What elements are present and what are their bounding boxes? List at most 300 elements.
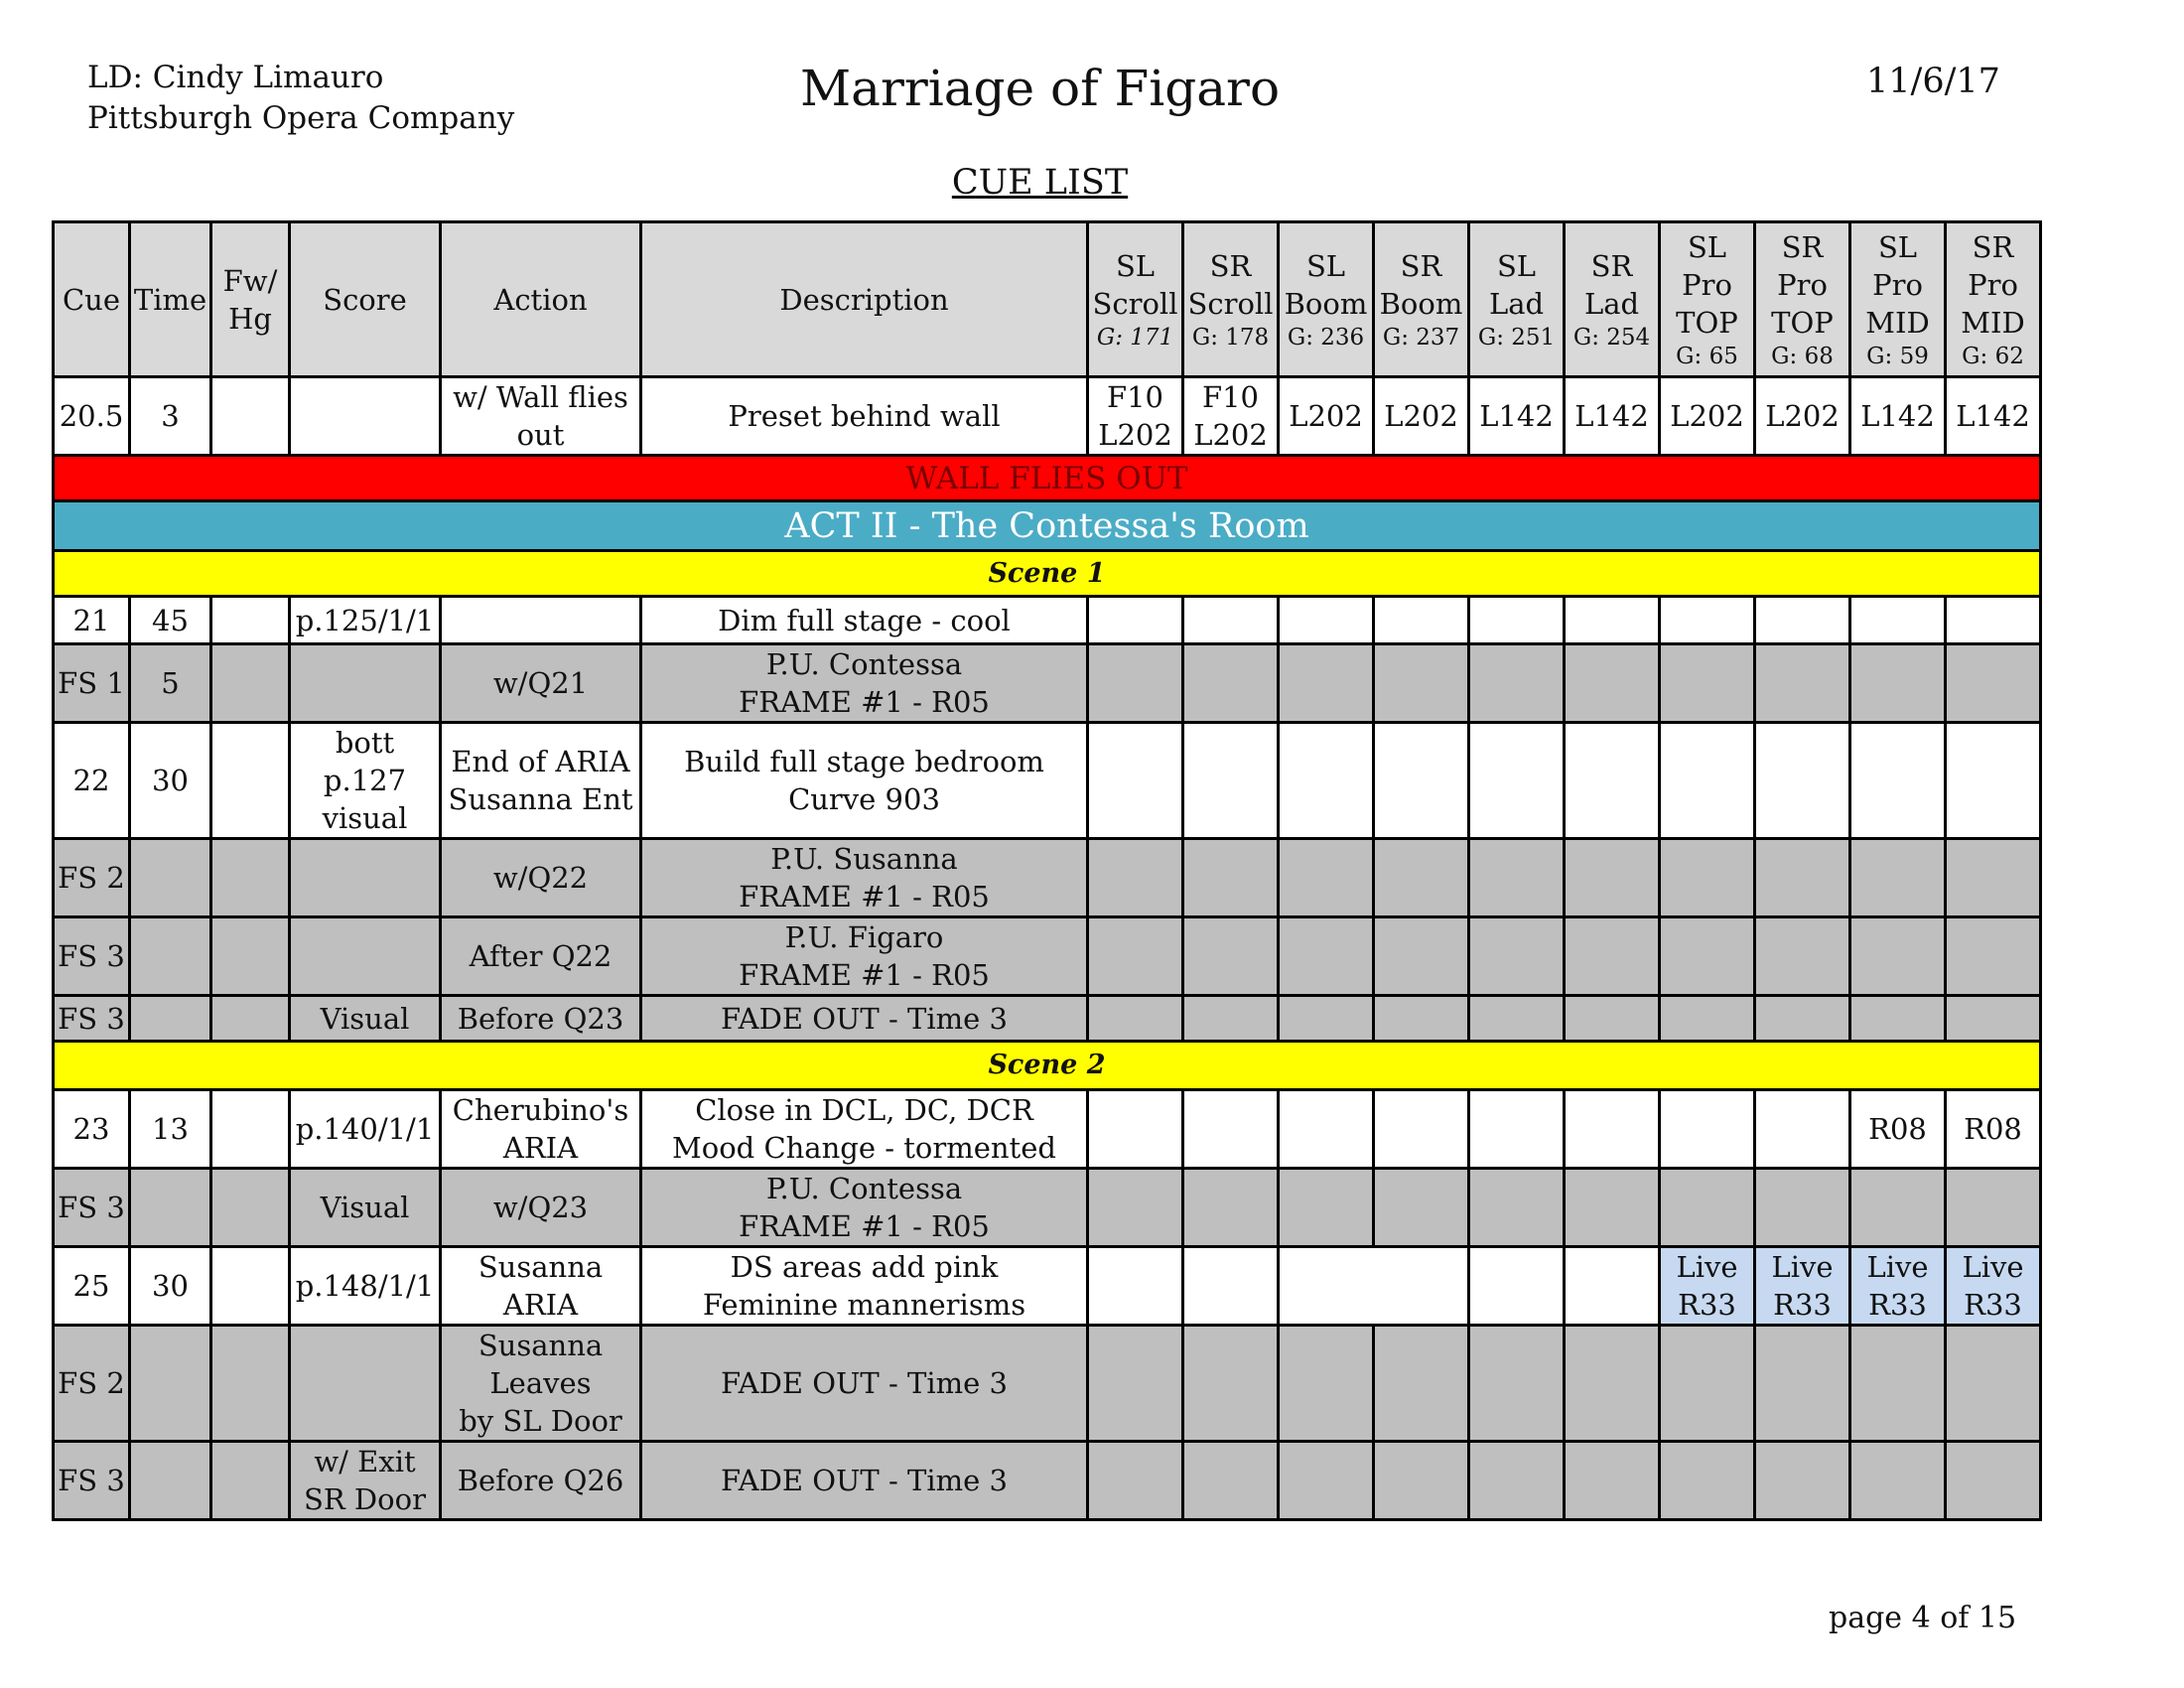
position-value (1565, 1442, 1660, 1520)
position-value (1946, 644, 2041, 723)
position-value (1565, 996, 1660, 1042)
position-value (1850, 597, 1946, 644)
position-value (1088, 1169, 1183, 1247)
cue-description (641, 839, 1088, 917)
position-value (1946, 597, 2041, 644)
position-value (1183, 839, 1279, 917)
table-row (54, 1247, 2041, 1326)
position-value (1183, 723, 1279, 839)
cue-score: p.140/1/1 (290, 1090, 441, 1169)
col-pos-10 (1946, 222, 2041, 377)
cue-description: Dim full stage - cool (641, 597, 1088, 644)
table-row (54, 1090, 2041, 1169)
position-value (1469, 597, 1565, 644)
position-value (1850, 1326, 1946, 1442)
position-value (1374, 996, 1469, 1042)
position-value (1850, 839, 1946, 917)
position-value-line: F10 (1106, 380, 1164, 414)
pos-channel: G: 178 (1191, 324, 1270, 351)
scene-2-banner: Scene 2 (54, 1042, 2041, 1090)
position-value: L142 (1850, 377, 1946, 456)
company-name: Pittsburgh Opera Company (87, 100, 515, 136)
position-value: R08 (1946, 1090, 2041, 1169)
cue-number: FS 1 (54, 644, 130, 723)
table-row (54, 644, 2041, 723)
position-value (1850, 996, 1946, 1042)
cue-table (52, 220, 2042, 1521)
col-pos-2 (1183, 222, 1279, 377)
live-line: Live (1962, 1250, 2024, 1284)
pos-label: TOP (1771, 305, 1834, 340)
pos-channel: G: 254 (1572, 324, 1651, 351)
position-value (1088, 723, 1183, 839)
position-value (1279, 723, 1374, 839)
live-line: R33 (1678, 1288, 1736, 1322)
cue-time: 45 (130, 597, 211, 644)
position-value (1565, 1169, 1660, 1247)
document-date: 11/6/17 (1866, 62, 2000, 101)
position-value (1660, 644, 1755, 723)
cue-action: Before Q23 (441, 996, 641, 1042)
cue-score-line: bott p.127 (323, 726, 407, 797)
position-value (1374, 644, 1469, 723)
live-line: Live (1771, 1250, 1834, 1284)
cue-score (290, 644, 441, 723)
pos-label: Scroll (1092, 286, 1178, 321)
position-value (1183, 644, 1279, 723)
col-fwhg-l2: Hg (228, 301, 272, 336)
col-description: Description (641, 222, 1088, 377)
table-row (54, 839, 2041, 917)
cue-action: w/Q21 (441, 644, 641, 723)
cue-action: After Q22 (441, 917, 641, 996)
cue-fwhg (211, 597, 290, 644)
col-pos-3 (1279, 222, 1374, 377)
cue-time: 5 (130, 644, 211, 723)
position-value (1946, 1169, 2041, 1247)
position-value (1088, 1090, 1183, 1169)
live-line: Live (1676, 1250, 1738, 1284)
cue-fwhg (211, 1326, 290, 1442)
scene-1-banner: Scene 1 (54, 551, 2041, 597)
cue-fwhg (211, 723, 290, 839)
position-value (1660, 1326, 1755, 1442)
cue-action-line: End of ARIA (451, 745, 630, 778)
position-value (1183, 1247, 1279, 1326)
position-value (1279, 1090, 1374, 1169)
position-value (1088, 1247, 1183, 1326)
position-value (1469, 1247, 1565, 1326)
cue-list-heading: CUE LIST (951, 163, 1129, 203)
cue-action-line: Susanna Ent (448, 782, 633, 816)
position-value-line: F10 (1201, 380, 1260, 414)
position-value (1374, 723, 1469, 839)
position-value (1469, 1169, 1565, 1247)
cue-action-line: by SL Door (459, 1404, 622, 1438)
col-pos-8 (1755, 222, 1850, 377)
position-value (1469, 1090, 1565, 1169)
pos-label: Boom (1284, 286, 1368, 321)
col-pos-1 (1088, 222, 1183, 377)
pos-channel: G: 59 (1866, 343, 1929, 369)
pos-label: SR (1781, 229, 1824, 264)
position-value: L142 (1469, 377, 1565, 456)
cue-description-line: FRAME #1 - R05 (739, 880, 990, 914)
scene-banner-row (54, 1042, 2041, 1090)
cue-time (130, 1169, 211, 1247)
cue-number: 20.5 (54, 377, 130, 456)
cue-description-line: DS areas add pink (730, 1250, 999, 1284)
position-value (1374, 839, 1469, 917)
cue-score (290, 917, 441, 996)
position-value (1088, 839, 1183, 917)
pos-label: MID (1961, 305, 2025, 340)
position-value (1755, 1326, 1850, 1442)
cue-fwhg (211, 1090, 290, 1169)
page-number: page 4 of 15 (1829, 1601, 2017, 1635)
pos-label: SL (1115, 248, 1156, 283)
pos-label: TOP (1676, 305, 1738, 340)
cue-number: FS 3 (54, 917, 130, 996)
cue-score: Visual (290, 996, 441, 1042)
cue-time (130, 839, 211, 917)
cue-action-line: out (516, 418, 565, 452)
position-value (1279, 996, 1374, 1042)
cue-score: Visual (290, 1169, 441, 1247)
position-value (1755, 996, 1850, 1042)
col-fwhg-l1: Fw/ (222, 263, 278, 298)
position-value (1088, 597, 1183, 644)
position-value (1469, 839, 1565, 917)
cue-description-line: Build full stage bedroom (684, 745, 1044, 778)
position-value (1565, 1326, 1660, 1442)
position-value (1660, 1442, 1755, 1520)
position-value (1565, 1090, 1660, 1169)
position-value (1755, 1442, 1850, 1520)
position-value (1469, 723, 1565, 839)
cue-fwhg (211, 1247, 290, 1326)
cue-fwhg (211, 1169, 290, 1247)
wall-banner: WALL FLIES OUT (54, 456, 2041, 501)
position-value (1660, 597, 1755, 644)
cue-action: Before Q26 (441, 1442, 641, 1520)
position-value: R08 (1850, 1090, 1946, 1169)
pos-label: SL (1877, 229, 1918, 264)
position-value (1946, 917, 2041, 996)
scene-banner-row (54, 551, 2041, 597)
cue-description: FADE OUT - Time 3 (641, 1442, 1088, 1520)
position-value (1946, 839, 2041, 917)
cue-action: w/Q23 (441, 1169, 641, 1247)
pos-label: Scroll (1187, 286, 1274, 321)
pos-label: Pro (1682, 267, 1732, 302)
live-line: R33 (1868, 1288, 1927, 1322)
pos-label: MID (1865, 305, 1930, 340)
position-value (1850, 1169, 1946, 1247)
cue-score-line: SR Door (304, 1482, 426, 1516)
position-value (1755, 644, 1850, 723)
cue-description (641, 917, 1088, 996)
pos-label: Pro (1872, 267, 1923, 302)
cue-action: Susanna ARIA (441, 1247, 641, 1326)
cue-time (130, 917, 211, 996)
position-value (1374, 1169, 1469, 1247)
col-pos-9 (1850, 222, 1946, 377)
position-value: L202 (1660, 377, 1755, 456)
cue-number: FS 3 (54, 1169, 130, 1247)
cue-action-line: Susanna Leaves (478, 1329, 604, 1400)
pos-channel: G: 62 (1962, 343, 2024, 369)
position-value (1565, 839, 1660, 917)
col-time: Time (130, 222, 211, 377)
position-value (1183, 377, 1279, 456)
position-value (1088, 1326, 1183, 1442)
position-value (1183, 1169, 1279, 1247)
pos-channel: G: 237 (1382, 324, 1460, 351)
cue-action: w/Q22 (441, 839, 641, 917)
cue-number: 25 (54, 1247, 130, 1326)
cue-action (441, 1090, 641, 1169)
position-value (1279, 1326, 1374, 1442)
pos-label: SL (1305, 248, 1346, 283)
cue-description: Preset behind wall (641, 377, 1088, 456)
position-value (1374, 917, 1469, 996)
position-value (1946, 723, 2041, 839)
position-value (1374, 1326, 1469, 1442)
cue-score (290, 723, 441, 839)
pos-label: SR (1400, 248, 1442, 283)
position-value (1279, 917, 1374, 996)
position-value (1850, 723, 1946, 839)
cue-fwhg (211, 996, 290, 1042)
position-value (1755, 839, 1850, 917)
table-row (54, 1169, 2041, 1247)
cue-number: 23 (54, 1090, 130, 1169)
cue-description (641, 644, 1088, 723)
position-value (1755, 723, 1850, 839)
position-value: L142 (1565, 377, 1660, 456)
position-value (1565, 1247, 1660, 1326)
position-value (1565, 917, 1660, 996)
table-row (54, 996, 2041, 1042)
position-value-line: L202 (1193, 418, 1268, 452)
position-value (1660, 839, 1755, 917)
col-cue: Cue (54, 222, 130, 377)
position-value (1469, 644, 1565, 723)
cue-fwhg (211, 1442, 290, 1520)
live-line: R33 (1773, 1288, 1832, 1322)
cue-action-line: w/ Wall flies (453, 380, 628, 414)
position-value (1946, 996, 2041, 1042)
position-value: L202 (1374, 377, 1469, 456)
cue-number: FS 2 (54, 839, 130, 917)
cue-time: 3 (130, 377, 211, 456)
position-value (1755, 1247, 1850, 1326)
position-value-line: L202 (1098, 418, 1172, 452)
position-value (1755, 1090, 1850, 1169)
lighting-designer: LD: Cindy Limauro (87, 60, 384, 95)
position-value (1374, 1090, 1469, 1169)
cue-fwhg (211, 377, 290, 456)
cue-score (290, 1326, 441, 1442)
act-banner-row (54, 501, 2041, 551)
position-value (1279, 839, 1374, 917)
cue-time: 13 (130, 1090, 211, 1169)
cue-description: FADE OUT - Time 3 (641, 996, 1088, 1042)
table-header-row (54, 222, 2041, 377)
cue-number: 22 (54, 723, 130, 839)
position-value (1088, 917, 1183, 996)
cue-score (290, 377, 441, 456)
cue-description (641, 1090, 1088, 1169)
position-value (1660, 1169, 1755, 1247)
position-value (1183, 1442, 1279, 1520)
table-row (54, 1326, 2041, 1442)
pos-label: SL (1496, 248, 1537, 283)
position-value (1183, 1090, 1279, 1169)
position-value (1088, 377, 1183, 456)
cue-number: FS 2 (54, 1326, 130, 1442)
pos-label: SR (1972, 229, 2014, 264)
position-value (1374, 1442, 1469, 1520)
pos-channel: G: 236 (1287, 324, 1365, 351)
position-value (1660, 1090, 1755, 1169)
pos-label: SL (1687, 229, 1727, 264)
col-pos-5 (1469, 222, 1565, 377)
cue-score (290, 1442, 441, 1520)
position-value: L202 (1279, 377, 1374, 456)
cue-action-line: Cherubino's (452, 1093, 629, 1127)
table-row (54, 377, 2041, 456)
cue-score: p.125/1/1 (290, 597, 441, 644)
col-pos-4 (1374, 222, 1469, 377)
cue-description (641, 723, 1088, 839)
cue-description-line: FRAME #1 - R05 (739, 958, 990, 992)
position-value (1088, 1442, 1183, 1520)
position-value (1850, 917, 1946, 996)
cue-description (641, 1247, 1088, 1326)
col-pos-7 (1660, 222, 1755, 377)
cue-description-line: P.U. Figaro (784, 920, 944, 954)
position-value (1946, 1326, 2041, 1442)
cue-time (130, 1326, 211, 1442)
pos-label: Boom (1379, 286, 1463, 321)
position-value: L142 (1946, 377, 2041, 456)
table-row (54, 917, 2041, 996)
cue-action (441, 377, 641, 456)
cue-description-line: Mood Change - tormented (672, 1131, 1056, 1165)
pos-label: Lad (1488, 286, 1545, 321)
col-action: Action (441, 222, 641, 377)
cue-description: FADE OUT - Time 3 (641, 1326, 1088, 1442)
wall-banner-row (54, 456, 2041, 501)
col-score: Score (290, 222, 441, 377)
position-value (1565, 597, 1660, 644)
position-value (1469, 917, 1565, 996)
cue-score-line: w/ Exit (314, 1445, 416, 1478)
position-value (1850, 644, 1946, 723)
position-value (1469, 1326, 1565, 1442)
table-row (54, 723, 2041, 839)
cue-description-line: P.U. Susanna (770, 842, 958, 876)
position-value (1279, 1169, 1374, 1247)
position-value (1850, 1247, 1946, 1326)
cue-action (441, 597, 641, 644)
cue-action-line: ARIA (502, 1131, 579, 1165)
cue-number: FS 3 (54, 996, 130, 1042)
pos-label: Lad (1583, 286, 1640, 321)
position-value (1279, 597, 1374, 644)
pos-label: SR (1209, 248, 1252, 283)
cue-action (441, 723, 641, 839)
pos-channel: G: 171 (1096, 324, 1174, 351)
cue-description-line: P.U. Contessa (765, 1172, 963, 1205)
cue-score (290, 839, 441, 917)
cue-description-line: Curve 903 (788, 782, 940, 816)
cue-description-line: P.U. Contessa (765, 647, 963, 681)
page-title: Marriage of Figaro (799, 60, 1281, 117)
cue-description (641, 1169, 1088, 1247)
live-line: R33 (1964, 1288, 2022, 1322)
position-value (1088, 644, 1183, 723)
live-line: Live (1866, 1250, 1929, 1284)
position-value (1755, 917, 1850, 996)
table-row (54, 1442, 2041, 1520)
cue-description-line: FRAME #1 - R05 (739, 1209, 990, 1243)
cue-time: 30 (130, 723, 211, 839)
pos-channel: G: 251 (1477, 324, 1556, 351)
pos-label: Pro (1777, 267, 1828, 302)
position-value (1183, 597, 1279, 644)
cue-time (130, 1442, 211, 1520)
position-value (1755, 1169, 1850, 1247)
cue-score: p.148/1/1 (290, 1247, 441, 1326)
position-value (1660, 996, 1755, 1042)
position-value (1279, 1442, 1374, 1520)
cue-time: 30 (130, 1247, 211, 1326)
position-value (1946, 1442, 2041, 1520)
cue-number: FS 3 (54, 1442, 130, 1520)
position-value (1565, 644, 1660, 723)
cue-action (441, 1326, 641, 1442)
cue-fwhg (211, 644, 290, 723)
position-value (1279, 644, 1374, 723)
cue-description-line: FRAME #1 - R05 (739, 685, 990, 719)
table-row (54, 597, 2041, 644)
position-value (1660, 723, 1755, 839)
position-value (1469, 996, 1565, 1042)
position-value (1660, 1247, 1755, 1326)
position-value (1183, 917, 1279, 996)
position-value (1279, 1247, 1469, 1326)
act-banner: ACT II - The Contessa's Room (54, 501, 2041, 551)
position-value (1755, 597, 1850, 644)
position-value (1850, 1442, 1946, 1520)
cue-time (130, 996, 211, 1042)
pos-label: SR (1590, 248, 1633, 283)
col-pos-6 (1565, 222, 1660, 377)
position-value (1183, 996, 1279, 1042)
cue-description-line: Close in DCL, DC, DCR (695, 1093, 1033, 1127)
position-value: L202 (1755, 377, 1850, 456)
pos-channel: G: 65 (1676, 343, 1738, 369)
cue-fwhg (211, 917, 290, 996)
position-value (1660, 917, 1755, 996)
position-value (1565, 723, 1660, 839)
pos-channel: G: 68 (1771, 343, 1834, 369)
col-fwhg (211, 222, 290, 377)
position-value (1946, 1247, 2041, 1326)
